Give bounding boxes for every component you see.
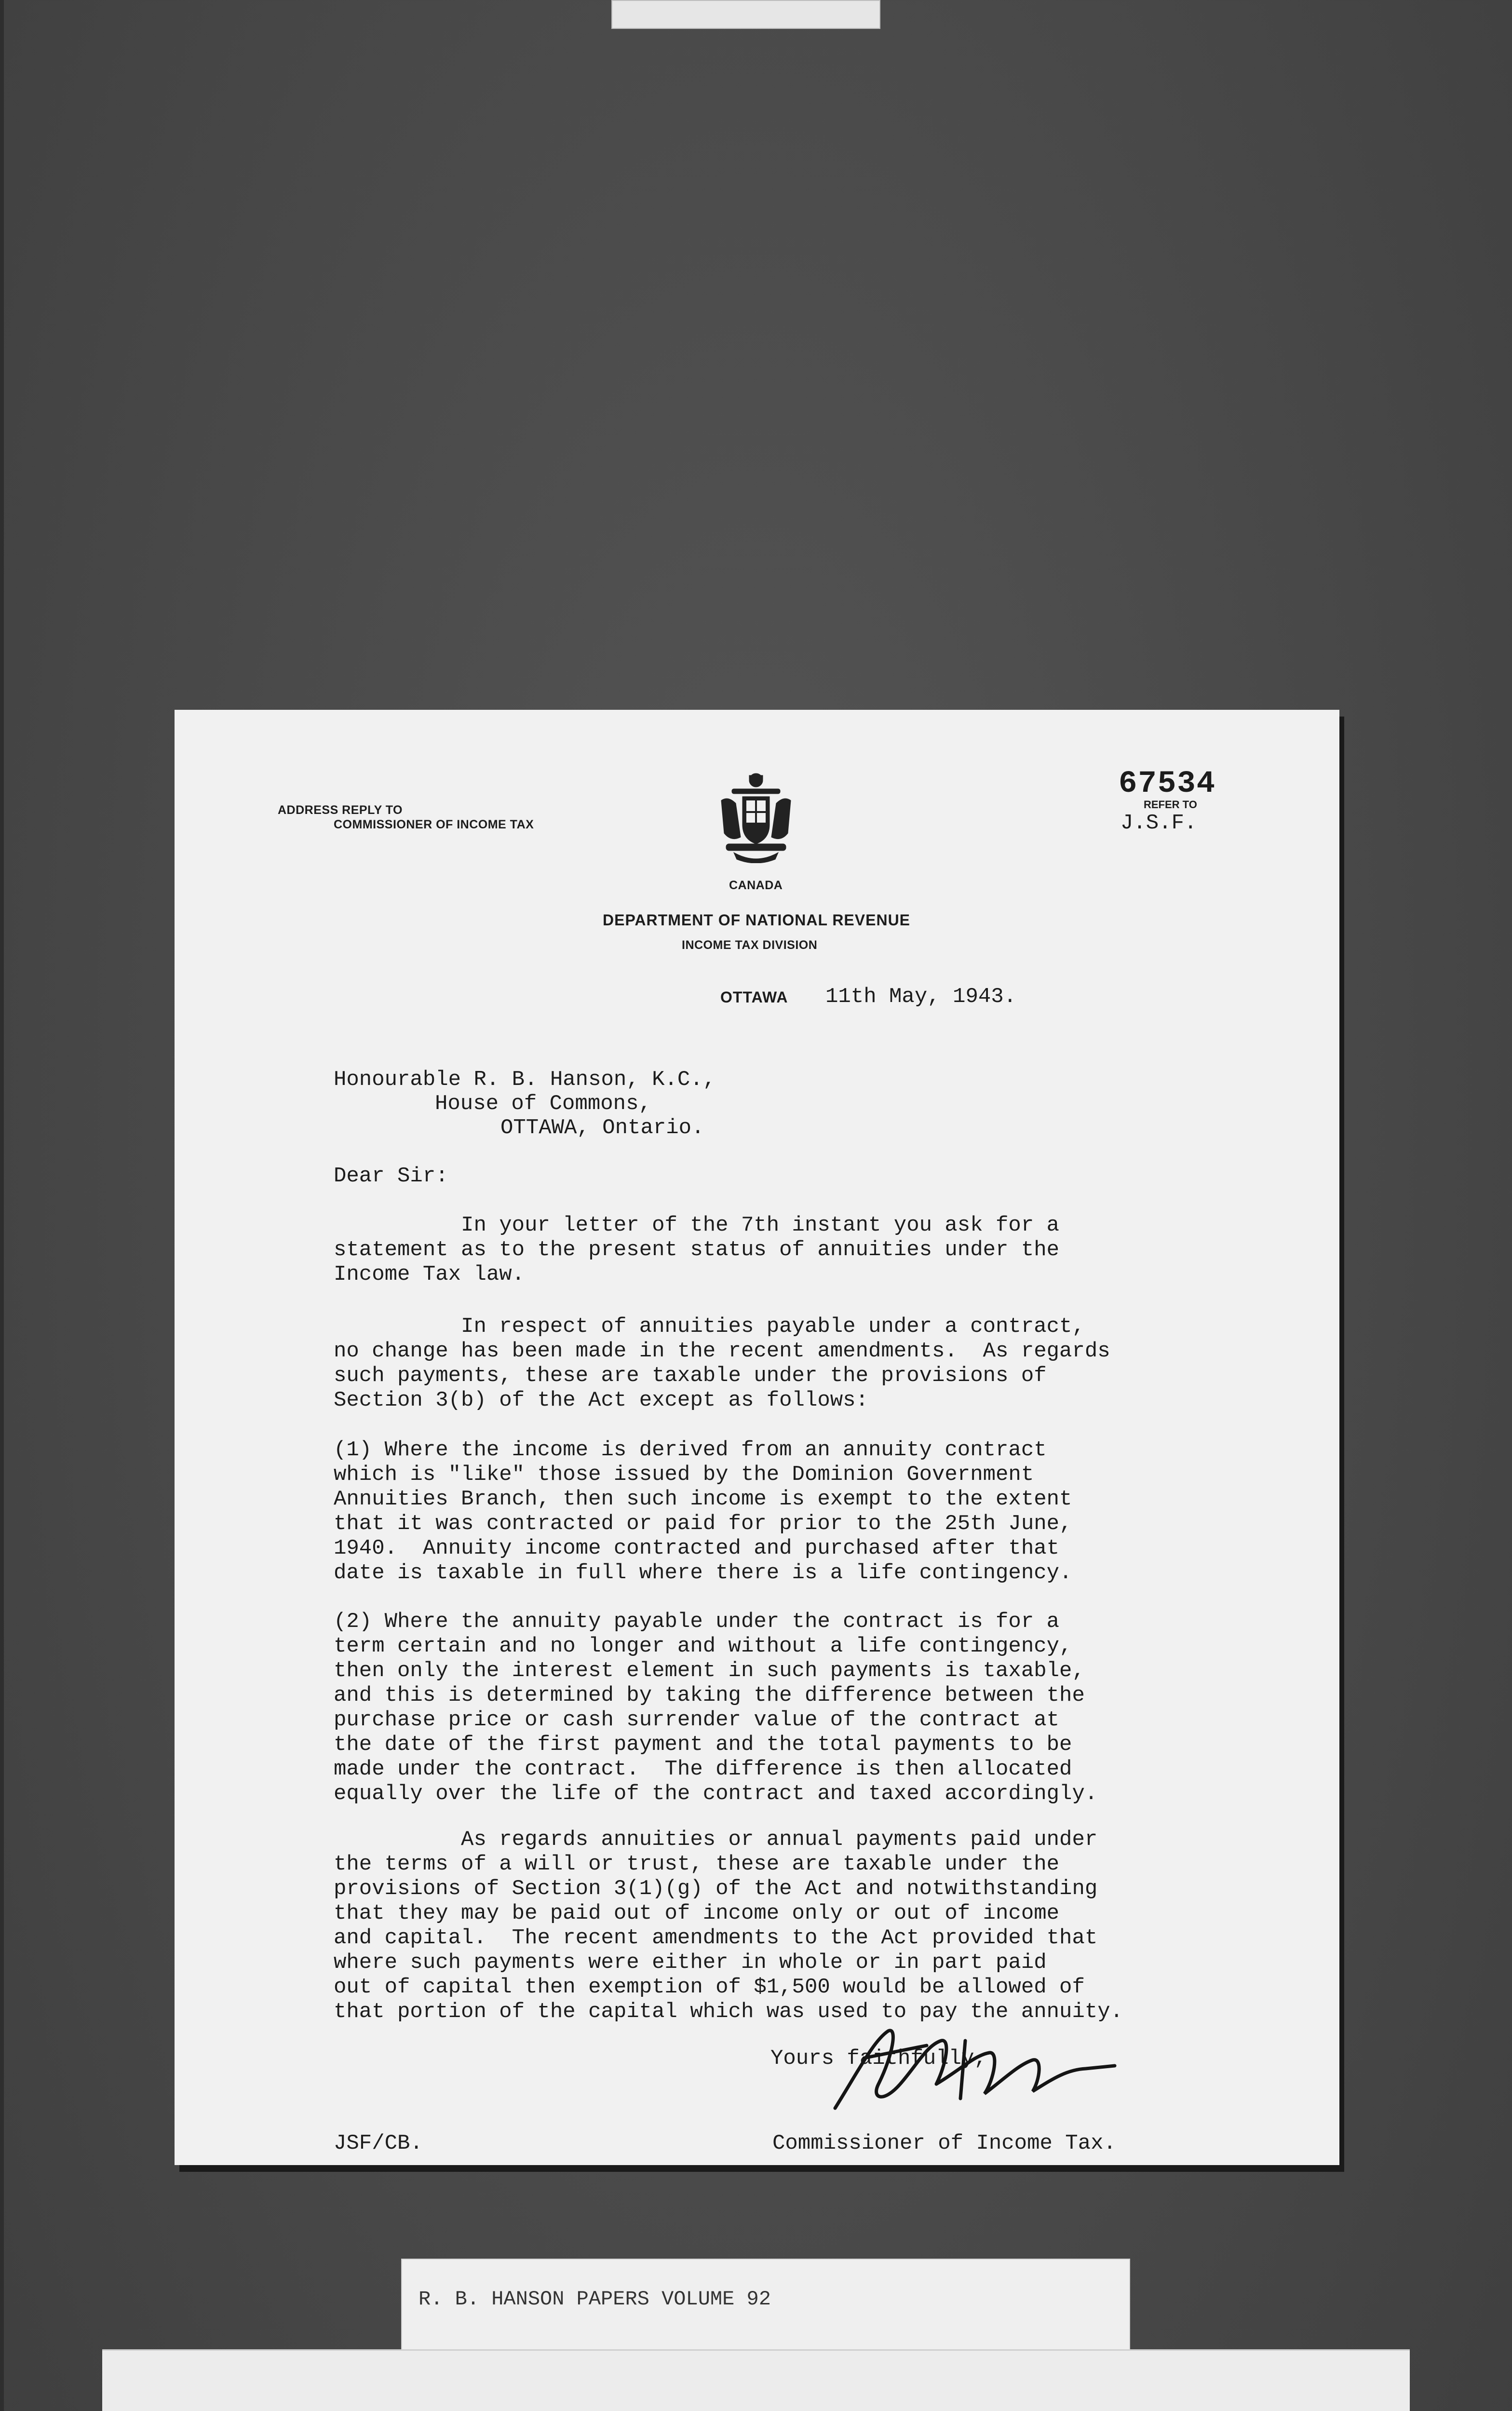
film-edge xyxy=(0,0,4,2411)
coat-of-arms-icon xyxy=(717,772,795,863)
typist-initials: JSF/CB. xyxy=(334,2131,423,2155)
paragraph-will-trust: As regards annuities or annual payments paid under the terms of a will or trust, these are taxable under the provisions of Section 3(1)(g) of the Act and notwithstanding that they may be paid out of income only or out of income and capital. The recent amendments to the Act provided that where such payments were either in whole or in part paid out of capital then exemption of $1,500 would be allowed of that portion of the capital which was used to pay the annuity. xyxy=(334,1828,1123,2024)
letterhead-division: INCOME TAX DIVISION xyxy=(682,938,818,952)
address-reply-label: ADDRESS REPLY TO xyxy=(278,803,403,817)
letterhead-country: CANADA xyxy=(729,879,783,892)
salutation: Dear Sir: xyxy=(334,1164,448,1188)
letterhead-department: DEPARTMENT OF NATIONAL REVENUE xyxy=(603,911,911,929)
archives-plate xyxy=(102,2349,1410,2411)
refer-to-initials: J.S.F. xyxy=(1120,811,1197,835)
file-number: 67534 xyxy=(1119,767,1216,801)
addressee-city: OTTAWA, Ontario. xyxy=(500,1116,704,1140)
paragraph-exception-1: (1) Where the income is derived from an annuity contract which is "like" those issued by the Dominion Government Annuities Branch, then such income is exempt to the extent that it was contracted or paid for prior to the 25th June, 1940. Annuity income contracted and purchased after that date is taxable in full where there is a life contingency. xyxy=(334,1438,1072,1585)
volume-label-text: R. B. HANSON PAPERS VOLUME 92 xyxy=(418,2288,771,2311)
letter-date: 11th May, 1943. xyxy=(825,985,1017,1009)
paragraph-exception-2: (2) Where the annuity payable under the contract is for a term certain and no longer and without a life contingency, then only the interest element in such payments is taxable, and this is determined by taking the difference between the purchase price or cash surrender value of the contract at the date of the first payment and the total payments to be made under the contract. The difference is then allocated equally over the life of the contract and taxed accordingly. xyxy=(334,1610,1098,1806)
complimentary-close: Yours faithfully, xyxy=(770,2046,987,2071)
mounting-tab xyxy=(611,0,880,29)
paragraph-contract-annuities: In respect of annuities payable under a contract, no change has been made in the recent amendments. As regards such payments, these are taxable under the provisions of Section 3(b) of the Act except as follows: xyxy=(334,1314,1110,1412)
signatory-title: Commissioner of Income Tax. xyxy=(772,2131,1116,2155)
refer-to-label: REFER TO xyxy=(1144,799,1197,811)
addressee-house: House of Commons, xyxy=(435,1092,651,1116)
letter-page xyxy=(175,710,1339,2165)
dateline-city: OTTAWA xyxy=(720,989,788,1006)
address-reply-commissioner: COMMISSIONER OF INCOME TAX xyxy=(334,818,534,831)
signature-image xyxy=(816,2012,1129,2123)
paragraph-request: In your letter of the 7th instant you ask for a statement as to the present status of annuities under the Income Tax law. xyxy=(334,1213,1060,1287)
addressee-name: Honourable R. B. Hanson, K.C., xyxy=(334,1068,716,1092)
volume-label xyxy=(401,2259,1130,2352)
